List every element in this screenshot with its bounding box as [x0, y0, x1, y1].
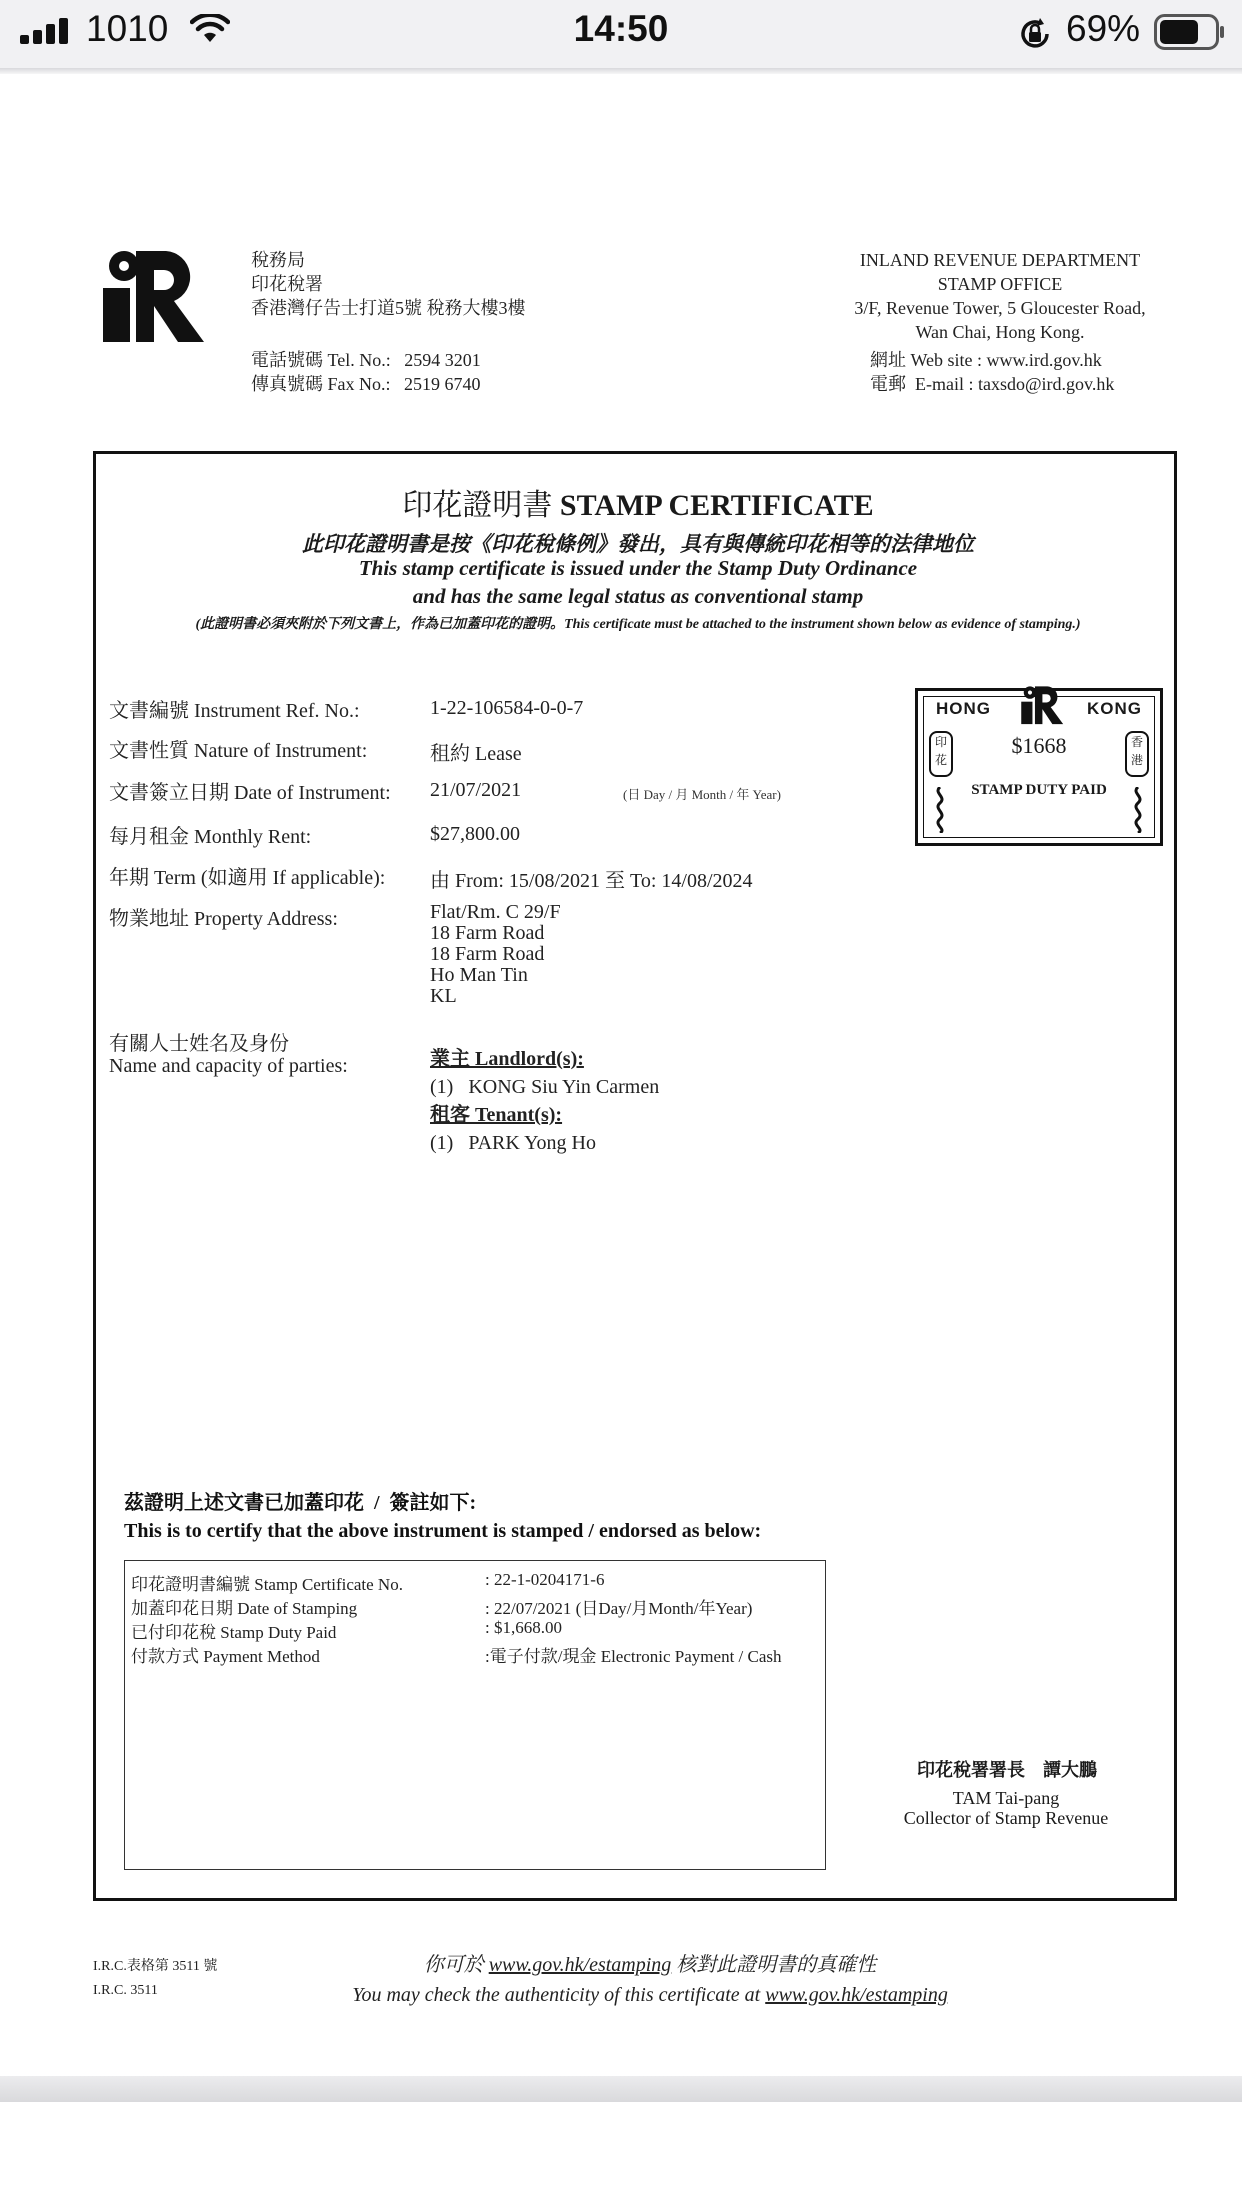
battery-percent: 69%	[1066, 8, 1141, 49]
signatory-name: TAM Tai-pang	[952, 1788, 1060, 1808]
signatory-cn: 印花稅署署長 譚大鵬	[917, 1760, 1097, 1780]
duty-paid-label: 已付印花稅 Stamp Duty Paid	[131, 1623, 337, 1642]
certify-cn: 茲證明上述文書已加蓋印花 / 簽註如下:	[124, 1492, 477, 1514]
property-address	[430, 902, 561, 1007]
attachment-notice: (此證明書必須夾附於下列文書上，作為已加蓋印花的證明。This certificate must be attached to the instrument shown below as evidence of stamping.)	[195, 617, 1081, 632]
subtitle-en-1: This stamp certificate is issued under the Stamp Duty Ordinance	[358, 556, 918, 580]
subtitle-en-2: and has the same legal status as conventional stamp	[412, 584, 864, 608]
stamping-details-box	[124, 1560, 826, 1870]
address-en-2: Wan Chai, Hong Kong.	[915, 322, 1085, 342]
divider	[0, 68, 1242, 74]
ref-no-value: 1-22-106584-0-0-7	[430, 697, 584, 719]
signatory-en	[856, 1788, 1156, 1828]
authenticity-note	[200, 1950, 1100, 2010]
form-number	[93, 1955, 217, 2003]
address-line: Ho Man Tin	[430, 964, 528, 986]
dept-en: INLAND REVENUE DEPARTMENT	[859, 250, 1141, 270]
stamp-chop-right: 香港	[1125, 731, 1149, 777]
form-number-cn: I.R.C.表格第 3511 號	[93, 1959, 218, 1974]
clock: 14:50	[573, 8, 669, 49]
address-cn: 香港灣仔告士打道5號 稅務大樓3樓	[251, 298, 526, 318]
parties-label-en: Name and capacity of parties:	[109, 1055, 348, 1077]
office-cn: 印花稅署	[251, 274, 323, 294]
stamp-amount: $1668	[1011, 733, 1067, 758]
address-line: 18 Farm Road	[430, 922, 545, 944]
office-en: STAMP OFFICE	[937, 274, 1063, 294]
ird-logo-small	[1020, 685, 1064, 725]
stamp-certificate	[93, 451, 1177, 1901]
form-number-en: I.R.C. 3511	[93, 1983, 158, 1998]
carrier-label: 1010	[86, 8, 169, 49]
date-value: 21/07/2021	[430, 779, 522, 801]
rent-label: 每月租金 Monthly Rent:	[109, 826, 312, 848]
website: 網址 Web site : www.ird.gov.hk	[870, 350, 1102, 370]
address-label: 物業地址 Property Address:	[109, 908, 338, 930]
rotation-lock-icon	[1018, 17, 1052, 51]
letterhead-en-address	[830, 248, 1170, 344]
stamp-paid-label: STAMP DUTY PAID	[971, 782, 1107, 798]
letterhead-web	[870, 348, 1114, 396]
address-line: 18 Farm Road	[430, 943, 545, 965]
tenant-heading: 租客 Tenant(s):	[430, 1104, 563, 1126]
fax-number: 傳真號碼 Fax No.: 2519 6740	[251, 374, 481, 394]
parties-label	[109, 1033, 348, 1077]
check-en-pre: You may check the authenticity of this certificate at	[352, 1984, 766, 2006]
battery-icon	[1154, 14, 1226, 50]
duty-paid-value: : $1,668.00	[485, 1618, 562, 1637]
certificate-title	[96, 480, 1180, 524]
stamp-hong: HONG	[936, 699, 991, 718]
estamping-link[interactable]: www.gov.hk/estamping	[488, 1954, 672, 1976]
parties	[430, 1045, 659, 1157]
stamping-date-label: 加蓋印花日期 Date of Stamping	[131, 1599, 358, 1618]
status-bar	[0, 0, 1242, 68]
term-label: 年期 Term (如適用 If applicable):	[109, 867, 386, 889]
certification-statement	[124, 1489, 761, 1545]
term-value: 由 From: 15/08/2021 至 To: 14/08/2024	[430, 870, 753, 892]
stamping-date-value: : 22/07/2021 (日Day/月Month/年Year)	[485, 1599, 753, 1618]
dept-cn: 稅務局	[251, 250, 305, 270]
title-en: STAMP CERTIFICATE	[559, 489, 874, 522]
date-format-note: (日 Day / 月 Month / 年 Year)	[623, 787, 781, 802]
nature-value: 租約 Lease	[430, 743, 522, 765]
certify-en: This is to certify that the above instrument is stamped / endorsed as below:	[124, 1520, 762, 1542]
date-label: 文書簽立日期 Date of Instrument:	[109, 782, 391, 804]
parties-label-cn: 有關人士姓名及身份	[109, 1033, 289, 1055]
rent-value: $27,800.00	[430, 823, 520, 845]
landlord-heading: 業主 Landlord(s):	[430, 1048, 584, 1070]
address-en-1: 3/F, Revenue Tower, 5 Gloucester Road,	[854, 298, 1146, 318]
stamp-kong: KONG	[1087, 699, 1142, 718]
payment-method-value: :電子付款/現金 Electronic Payment / Cash	[485, 1647, 782, 1666]
stamp-duty-paid-stamp	[915, 688, 1163, 846]
tel-number: 電話號碼 Tel. No.: 2594 3201	[251, 350, 481, 370]
tenant-name: (1) PARK Yong Ho	[430, 1132, 596, 1154]
check-cn-pre: 你可於	[423, 1954, 489, 1976]
cert-no-value: : 22-1-0204171-6	[485, 1570, 605, 1589]
page-bottom-divider	[0, 2076, 1242, 2102]
estamping-link[interactable]: www.gov.hk/estamping	[765, 1984, 948, 2006]
landlord-name: (1) KONG Siu Yin Carmen	[430, 1076, 660, 1098]
ird-logo	[100, 248, 206, 344]
title-cn: 印花證明書	[402, 489, 553, 522]
ref-no-label: 文書編號 Instrument Ref. No.:	[109, 700, 360, 722]
letterhead-contact	[251, 348, 481, 396]
stamp-ornament-icon	[933, 787, 947, 833]
subtitle-cn: 此印花證明書是按《印花稅條例》發出，具有與傳統印花相等的法律地位	[302, 532, 974, 556]
address-line: Flat/Rm. C 29/F	[430, 901, 561, 923]
signatory-title: Collector of Stamp Revenue	[903, 1808, 1109, 1828]
payment-method-label: 付款方式 Payment Method	[131, 1647, 320, 1666]
stamp-ornament-icon	[1131, 787, 1145, 833]
address-line: KL	[430, 985, 457, 1007]
email: 電郵 E-mail : taxsdo@ird.gov.hk	[870, 374, 1115, 394]
cert-no-label: 印花證明書編號 Stamp Certificate No.	[131, 1575, 403, 1594]
nature-label: 文書性質 Nature of Instrument:	[109, 740, 368, 762]
stamp-chop-left: 印花	[929, 731, 953, 777]
letterhead-cn-address	[251, 248, 526, 320]
check-cn-post: 核對此證明書的真確性	[671, 1954, 877, 1976]
